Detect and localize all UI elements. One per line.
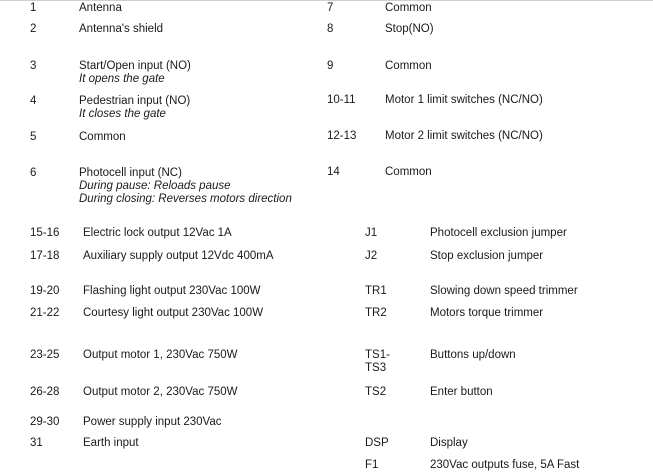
terminal-number: 9 — [327, 60, 334, 72]
terminal-number: F1 — [365, 459, 379, 471]
terminal-number: TR2 — [365, 307, 387, 319]
terminal-description: 230Vac outputs fuse, 5A Fast — [430, 459, 580, 471]
terminal-number: J1 — [365, 227, 378, 239]
terminal-description: Photocell input (NC) — [79, 167, 182, 179]
terminal-entry — [83, 285, 261, 298]
terminal-number: 1 — [30, 2, 37, 14]
terminal-description: Start/Open input (NO) — [79, 60, 191, 72]
terminal-number: 12-13 — [327, 130, 357, 142]
terminal-number: 2 — [30, 23, 37, 35]
terminal-number: 3 — [30, 60, 37, 72]
terminal-entry — [79, 2, 122, 15]
terminal-description: Auxiliary supply output 12Vdc 400mA — [83, 250, 274, 262]
terminal-description: Common — [385, 2, 432, 14]
terminal-number-line: TS1- — [365, 349, 390, 361]
terminal-entry — [385, 2, 432, 15]
terminal-entry — [430, 307, 543, 320]
terminal-entry — [83, 416, 222, 429]
terminal-entry — [79, 167, 292, 206]
terminal-number: 5 — [30, 131, 37, 143]
terminal-number: J2 — [365, 250, 378, 262]
terminal-entry — [83, 437, 139, 450]
terminal-entry — [430, 227, 567, 240]
terminal-description: Buttons up/down — [430, 349, 516, 361]
terminal-description: Power supply input 230Vac — [83, 416, 222, 428]
terminal-entry — [385, 94, 543, 107]
terminal-note: It opens the gate — [79, 73, 165, 85]
terminal-entry — [83, 227, 232, 240]
terminal-description: Slowing down speed trimmer — [430, 285, 578, 297]
terminal-description: Output motor 1, 230Vac 750W — [83, 349, 238, 361]
terminal-number: 17-18 — [30, 250, 60, 262]
terminal-number: 10-11 — [327, 94, 356, 106]
terminal-number: TR1 — [365, 285, 387, 297]
terminal-number: TS2 — [365, 386, 387, 398]
terminal-number: 6 — [30, 167, 37, 179]
top-rule — [0, 0, 653, 1]
terminal-description: Stop(NO) — [385, 23, 434, 35]
terminal-number-line: TS3 — [365, 362, 387, 374]
terminal-entry — [430, 349, 516, 362]
terminal-description: Antenna — [79, 2, 122, 14]
terminal-entry — [430, 437, 468, 450]
terminal-description: Common — [79, 131, 126, 143]
terminal-entry — [79, 95, 190, 121]
terminal-description: Earth input — [83, 437, 139, 449]
terminal-number: 31 — [30, 437, 43, 449]
terminal-description: Electric lock output 12Vac 1A — [83, 227, 232, 239]
terminal-description: Common — [385, 60, 432, 72]
terminal-note: During pause: Reloads pause — [79, 180, 231, 192]
terminal-entry — [79, 131, 126, 144]
terminal-entry — [83, 307, 263, 320]
terminal-description: Enter button — [430, 386, 493, 398]
terminal-number: 23-25 — [30, 349, 60, 361]
terminal-description: Output motor 2, 230Vac 750W — [83, 386, 238, 398]
terminal-number: 26-28 — [30, 386, 60, 398]
terminal-entry — [385, 166, 432, 179]
terminal-number: 14 — [327, 166, 340, 178]
terminal-number — [365, 349, 390, 375]
terminal-number: 8 — [327, 23, 334, 35]
terminal-description: Motor 1 limit switches (NC/NO) — [385, 94, 543, 106]
terminal-number: 7 — [327, 2, 334, 14]
terminal-entry — [385, 130, 543, 143]
terminal-entry — [385, 60, 432, 73]
terminal-description: Motors torque trimmer — [430, 307, 544, 319]
terminal-entry — [430, 459, 579, 472]
terminal-note: During closing: Reverses motors direction — [79, 193, 292, 205]
terminal-description: Stop exclusion jumper — [430, 250, 544, 262]
terminal-entry — [430, 285, 578, 298]
terminal-description: Photocell exclusion jumper — [430, 227, 567, 239]
terminal-number: 4 — [30, 95, 37, 107]
terminal-entry — [83, 386, 237, 399]
terminal-description: Pedestrian input (NO) — [79, 95, 191, 107]
terminal-number: 19-20 — [30, 285, 60, 297]
terminal-description: Flashing light output 230Vac 100W — [83, 285, 261, 297]
terminal-description: Antenna's shield — [79, 23, 164, 35]
terminal-description: Common — [385, 166, 432, 178]
terminal-description: Courtesy light output 230Vac 100W — [83, 307, 264, 319]
terminal-entry — [79, 23, 163, 36]
terminal-number: 15-16 — [30, 227, 60, 239]
terminal-number: DSP — [365, 437, 389, 449]
terminal-entry — [430, 386, 493, 399]
terminal-number: 29-30 — [30, 416, 60, 428]
terminal-entry — [430, 250, 543, 263]
terminal-entry — [83, 349, 237, 362]
terminal-entry — [385, 23, 434, 36]
terminal-description: Motor 2 limit switches (NC/NO) — [385, 130, 543, 142]
terminal-note: It closes the gate — [79, 108, 166, 120]
terminal-description: Display — [430, 437, 468, 449]
terminal-entry — [79, 60, 191, 86]
terminal-number: 21-22 — [30, 307, 60, 319]
terminal-entry — [83, 250, 274, 263]
